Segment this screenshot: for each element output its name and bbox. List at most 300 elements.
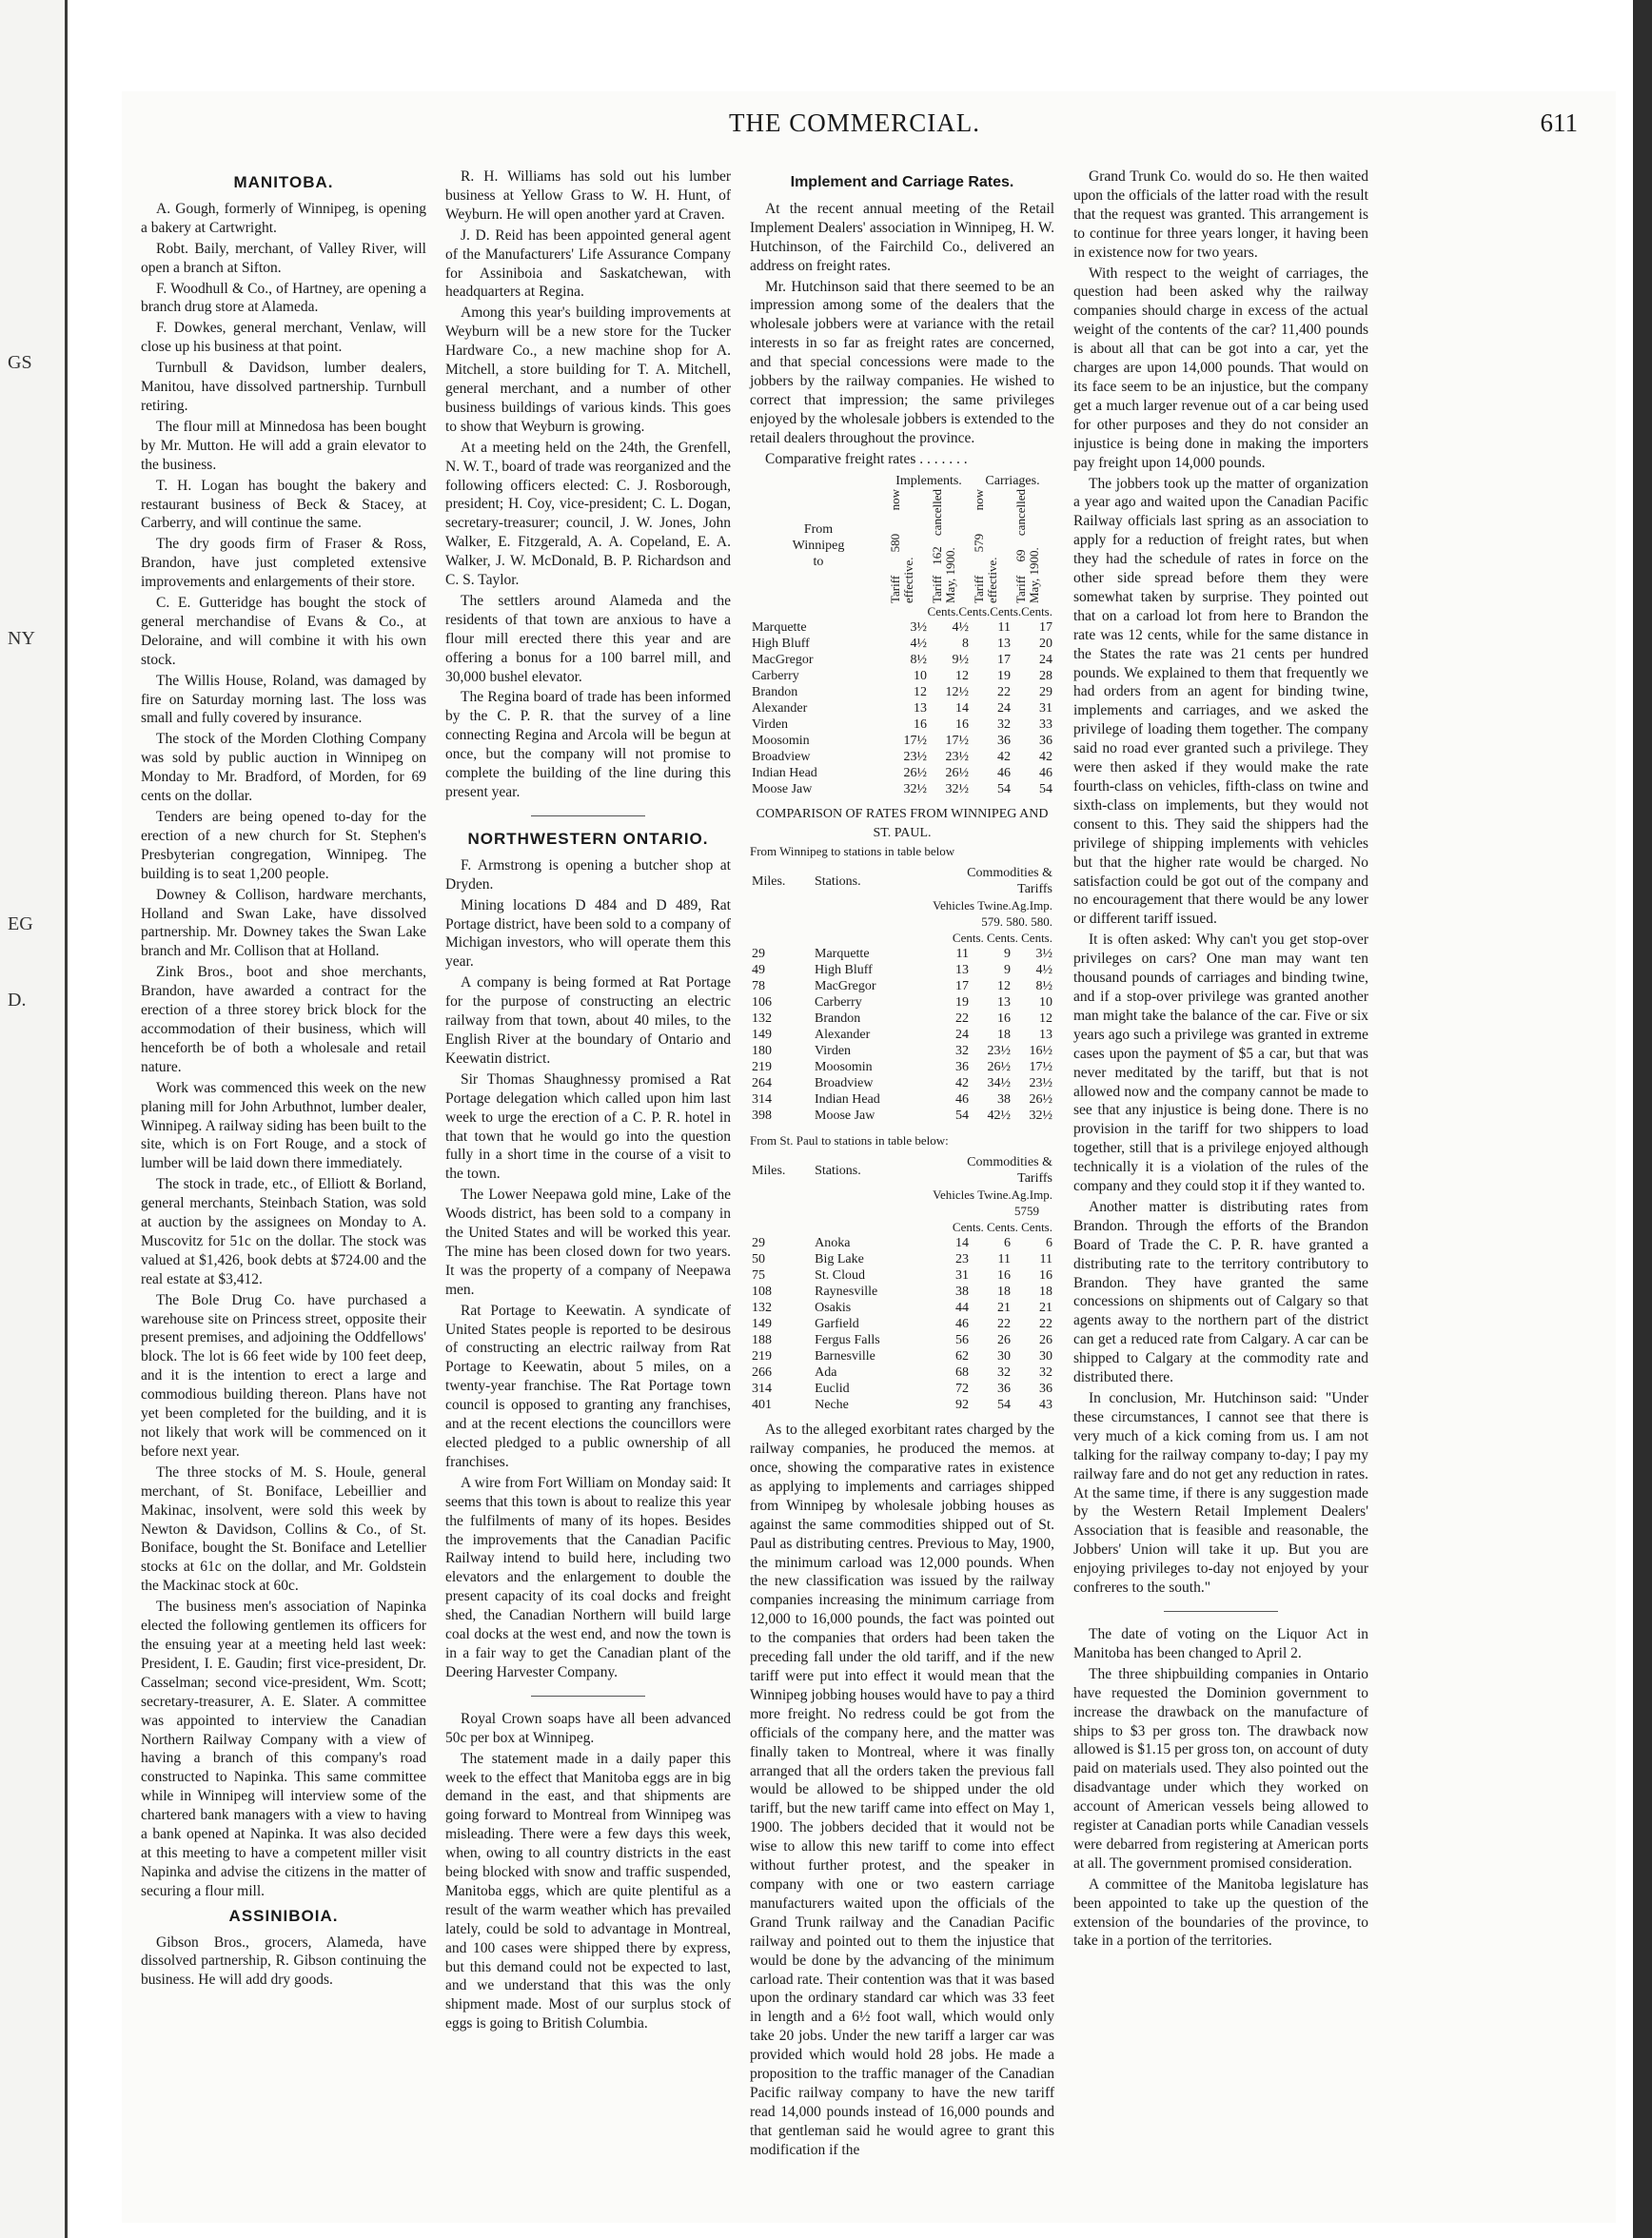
table-cell: 29	[752, 1236, 765, 1251]
table-cell: 17½	[945, 733, 969, 748]
table-cell: 9	[1004, 963, 1011, 978]
table-head-units: Cents. Cents. Cents.	[952, 931, 1052, 946]
page-number: 611	[1540, 108, 1578, 137]
table-cell: 22	[955, 1011, 969, 1027]
table-cell: 50	[752, 1252, 765, 1267]
paragraph: At a meeting held on the 24th, the Grenfell, N. W. T., board of trade was reorganized and the following officers elected: C. J. Rosborough, president; H. Coy, vice-president; C. L. Dogan, secretary-treasurer; council, J. W. Jones, John Walker, E. Fitzgerald, A. A. Copeland, E. A. Walker, J. W. McDonald, B. P. Richardson and C. S. Taylor.	[445, 439, 732, 589]
table-cell: Moosomin	[752, 733, 810, 748]
table-row	[750, 1332, 1054, 1348]
table-cell: 149	[752, 1317, 772, 1332]
table-cell: 9½	[952, 652, 969, 667]
table-cell: 219	[752, 1349, 772, 1364]
table-cell: 44	[955, 1301, 969, 1316]
table-cell: 32	[955, 1044, 969, 1059]
table-row	[750, 946, 1054, 962]
paragraph: Grand Trunk Co. would do so. He then waited upon the officials of the latter road with the result that the request was granted. This arrangement is to continue for three years longer, it having been in existence now for two years.	[1073, 168, 1368, 261]
table-cell: 6	[1046, 1236, 1052, 1251]
divider	[531, 815, 645, 816]
table-cell: 108	[752, 1285, 772, 1300]
table-cell: Marquette	[815, 947, 870, 962]
table-cell: 14	[955, 700, 969, 716]
table-cell: 33	[1039, 717, 1052, 732]
gutter-fragment: NY	[8, 628, 35, 649]
table-cell: 6	[1004, 1236, 1011, 1251]
table-cell: 16	[997, 1268, 1011, 1284]
column-3	[750, 167, 1054, 2162]
paragraph: Mr. Hutchinson said that there seemed to be an impression among some of the dealers that the wholesale jobbers were at variance with the retail interests in so far as freight rates are concerned, and that special concessions were made to the jobbers by the railway companies. He wished to correct that impression; the same privileges enjoyed by the wholesale jobbers is extended to the retail dealers throughout the province.	[750, 278, 1054, 446]
winnipeg-comparison-table	[750, 865, 1054, 1124]
table-cell: 314	[752, 1382, 772, 1397]
table-cell: 75	[752, 1268, 765, 1284]
table-cell: 21	[997, 1301, 1011, 1316]
table-cell: 72	[955, 1382, 969, 1397]
table-cell: Brandon	[815, 1011, 861, 1027]
table-row	[750, 1284, 1054, 1300]
table-row	[750, 1011, 1054, 1027]
table-cell: 22	[1039, 1317, 1052, 1332]
table-cell: 3½	[1035, 947, 1052, 962]
paragraph: Gibson Bros., grocers, Alameda, have dissolved partnership, R. Gibson continuing the business. He will add dry goods.	[141, 1934, 426, 1989]
table-cell: Euclid	[815, 1382, 850, 1397]
section-heading-northwestern-ontario: NORTHWESTERN ONTARIO.	[467, 829, 709, 848]
table-cell: 42	[1039, 749, 1052, 764]
table-head-vehicles: Vehicles Twine.Ag.Imp.	[933, 898, 1052, 913]
st-paul-comparison-table	[750, 1154, 1054, 1413]
paragraph: The stock of the Morden Clothing Company was sold by public auction in Winnipeg on Monday to Mr. Bradford, of Morden, for 69 cents on the dollar.	[141, 731, 426, 805]
paragraph: The Lower Neepawa gold mine, Lake of the Woods district, has been sold to a company in the United States and will be worked this year. The mine has been closed down for two years. It was the property of a company of Neepawa men.	[445, 1187, 731, 1298]
paragraph: Rat Portage to Keewatin. A syndicate of United States people is reported to be desirous of constructing an electric railway from Rat Portage to Keewatin, about 5 miles, on a twenty-year franchise. The Rat Portage town council is opposed to granting any franchises, and at the recent elections the councillors were elected pledged to a public ownership of all franchises.	[445, 1302, 731, 1470]
table-row	[750, 1251, 1054, 1267]
table-cell: Broadview	[752, 749, 811, 764]
table-cell: Barnesville	[815, 1349, 875, 1364]
table-row	[750, 619, 1054, 636]
table-cell: 26	[997, 1333, 1011, 1348]
table-row	[750, 1027, 1054, 1043]
paragraph: R. H. Williams has sold out his lumber business at Yellow Grass to W. H. Hunt, of Weyburn. He will open another yard at Craven.	[445, 168, 731, 223]
table-cell: 28	[1039, 668, 1052, 683]
table-head-units: Cents. Cents. Cents.	[952, 1220, 1052, 1235]
paragraph: Downey & Collison, hardware merchants, Holland and Swan Lake, have dissolved partnership. Mr. Downey takes the Swan Lake branch and Mr. Collison that at Holland.	[141, 886, 426, 960]
table-cell: MacGregor	[815, 979, 876, 994]
table-row	[750, 1348, 1054, 1364]
table-cell: 16	[997, 1011, 1011, 1027]
table-row	[750, 700, 1054, 717]
table-cell: 32½	[945, 781, 969, 796]
table-cell: 12	[997, 979, 1011, 994]
table-cell: 17	[955, 979, 969, 994]
article-heading-rates: Implement and Carriage Rates.	[790, 174, 1014, 190]
table-row	[750, 994, 1054, 1011]
table-cell: 132	[752, 1011, 772, 1027]
table-cell: Fergus Falls	[815, 1333, 880, 1348]
table-row	[750, 652, 1054, 668]
table-row	[750, 1091, 1054, 1108]
table-cell: 264	[752, 1076, 772, 1091]
section-heading-assiniboia: ASSINIBOIA.	[228, 1906, 339, 1925]
table-cell: 11	[997, 619, 1011, 635]
table-cell: Indian Head	[815, 1092, 880, 1108]
table-cell: 132	[752, 1301, 772, 1316]
gutter-fragment: GS	[8, 352, 32, 373]
table-head-commodities: Commodities & Tariffs	[967, 1155, 1052, 1187]
table-row	[750, 1300, 1054, 1316]
table3-intro: From St. Paul to stations in table below:	[750, 1133, 949, 1148]
table-cell: 18	[997, 1285, 1011, 1300]
paragraph: Mining locations D 484 and D 489, Rat Portage district, have been sold to a company of Michigan investors, who will operate them this year.	[445, 896, 731, 971]
table-cell: 12	[955, 668, 969, 683]
paragraph: The three shipbuilding companies in Ontario have requested the Dominion government to increase the drawback on the manufacture of ships to $3 per gross ton. The drawback now allowed is $1.15 per gross ton, on account of duty paid on materials used. They also pointed out the disadvantage under which they worked on account of American vessels being allowed to register at Canadian ports while Canadian vessels were debarred from registering at American ports at all. The government promised consideration.	[1073, 1665, 1368, 1872]
table-cell: 32	[1039, 1365, 1052, 1381]
table-row	[750, 717, 1054, 733]
table-cell: 9	[1004, 947, 1011, 962]
table-cell: 314	[752, 1092, 772, 1108]
table-row	[750, 765, 1054, 781]
table-cell: 11	[1039, 1252, 1052, 1267]
table-cell: 54	[997, 1398, 1011, 1413]
table-cell: 24	[1039, 652, 1052, 667]
paragraph: Comparative freight rates . . . . . . .	[765, 450, 968, 467]
table-cell: 18	[1039, 1285, 1052, 1300]
table-cell: 42	[955, 1076, 969, 1091]
table-cell: 106	[752, 995, 772, 1011]
paragraph: In conclusion, Mr. Hutchinson said: "Under these circumstances, I cannot see that there is very much of a kick coming from us. I am not talking for the railway company to-day; I pay my railway fare and do not get any reduction in rates. At the same time, if there is any suggestion made by the Western Retail Implement Dealers' Association that is feasible and reasonable, the Jobbers' Union will take it up. But you are enjoying privileges to-day not enjoyed by your confreres to the south."	[1073, 1390, 1368, 1597]
table-cell: 401	[752, 1398, 772, 1413]
table-cell: Moose Jaw	[815, 1109, 875, 1124]
table-cell: 12	[1039, 1011, 1052, 1027]
paragraph: The flour mill at Minnedosa has been bought by Mr. Mutton. He will add a grain elevator to the business.	[141, 418, 426, 473]
table-from-label: From	[803, 522, 834, 538]
table-cell: 17½	[1029, 1060, 1052, 1075]
table-cell: 54	[997, 781, 1011, 796]
paragraph: A committee of the Manitoba legislature has been appointed to take up the question of the extension of the boundaries of the province, to take in a portion of the territories.	[1073, 1875, 1368, 1950]
table-cell: MacGregor	[752, 652, 814, 667]
table-row	[750, 1381, 1054, 1397]
paragraph: F. Woodhull & Co., of Hartney, are opening a branch drug store at Alameda.	[141, 280, 426, 316]
paragraph: Zink Bros., boot and shoe merchants, Brandon, have awarded a contract for the erection of a three storey brick block for the accommodation of their business, which will henceforth be of both a wholesale and retail nature.	[141, 964, 426, 1075]
gutter-fragment: D.	[8, 990, 27, 1011]
paragraph: The three stocks of M. S. Houle, general merchant, of St. Boniface, Lebeillier and Makinac, insolvent, were sold this week by Newton & Davidson, Collins & Co., of St. Boniface, bought the St. Boniface and Letellier stocks at 61c on the dollar, and Mr. Goldstein the Mackinac stock at 60c.	[141, 1463, 426, 1595]
table-cell: High Bluff	[815, 963, 873, 978]
table-cell: 54	[955, 1109, 969, 1124]
masthead	[122, 108, 1616, 147]
table-cell: 23	[955, 1252, 969, 1267]
table-cell: 36	[997, 733, 1011, 748]
table-cell: 26½	[945, 765, 969, 780]
table-cell: 26½	[903, 765, 927, 780]
table-cell: Carberry	[815, 995, 862, 1011]
table-cell: Virden	[752, 717, 789, 732]
table-cell: Virden	[815, 1044, 852, 1059]
table-cell: 30	[997, 1349, 1011, 1364]
table-cell: 4½	[1035, 963, 1052, 978]
table-row	[750, 749, 1054, 765]
assiniboia-items	[141, 1934, 426, 1991]
rates-intro	[750, 200, 1054, 469]
table-row	[750, 668, 1054, 684]
paragraph: The Regina board of trade has been informed by the C. P. R. that the survey of a line connecting Regina and Arcola will be begun at once, but the company will not promise to complete the building of the line during this present year.	[445, 689, 731, 800]
page-edge	[1633, 0, 1652, 2238]
paragraph: The Bole Drug Co. have purchased a warehouse site on Princess street, opposite their present premises, and adjoining the Oddfellows' block. The lot is 66 feet wide by 100 feet deep, and it is the intention to erect a large and commodious building thereon. Plans have not yet been completed for the building, and it is not likely that work will be commenced on it before next year.	[141, 1291, 426, 1460]
paragraph: T. H. Logan has bought the bakery and restaurant business of Beck & Stacey, at Carberry, and will continue the same.	[141, 477, 426, 532]
table-cell: 10	[914, 668, 927, 683]
table-cell: 32½	[903, 781, 927, 796]
table-cell: 13	[997, 995, 1011, 1011]
column-2	[445, 167, 731, 2035]
column-4	[1073, 167, 1368, 1953]
table-cell: Moose Jaw	[752, 781, 813, 796]
rates-article-body	[750, 1421, 1054, 2159]
table-cell: 46	[955, 1092, 969, 1108]
table-cell: Alexander	[815, 1028, 871, 1043]
table-cell: 24	[955, 1028, 969, 1043]
table-cell: 12	[914, 684, 927, 699]
paragraph: The stock in trade, etc., of Elliott & Borland, general merchants, Steinbach Station, was sold at auction by the assignees on Monday to A. Muscovitz for 51c on the dollar. The stock was valued at $1,426, book debts at $724.00 and the real estate at $3,412.	[141, 1176, 426, 1287]
table-cell: 42	[997, 749, 1011, 764]
table-row	[750, 1059, 1054, 1075]
table-row	[750, 1397, 1054, 1413]
table-cell: 30	[1039, 1349, 1052, 1364]
table-cell: Anoka	[815, 1236, 851, 1251]
st-paul-table-body	[750, 1235, 1054, 1413]
rates-table-body	[750, 619, 1054, 797]
table-units: Cents.Cents.Cents.Cents.	[927, 603, 1052, 618]
paragraph: The date of voting on the Liquor Act in Manitoba has been changed to April 2.	[1073, 1625, 1368, 1661]
table-row	[750, 1235, 1054, 1251]
left-gutter	[0, 0, 68, 2238]
paragraph: Among this year's building improvements at Weyburn will be a new store for the Tucker Hardware Co., a new machine shop for A. Mitchell, a store building for T. A. Mitchell, general merchant, and a number of other business buildings of various kinds. This goes to show that Weyburn is growing.	[445, 304, 731, 435]
paragraph: J. D. Reid has been appointed general agent of the Manufacturers' Life Assurance Company for Assiniboia and Saskatchewan, with headquarters at Regina.	[445, 226, 731, 301]
table-cell: 36	[1039, 1382, 1052, 1397]
table-cell: Moosomin	[815, 1060, 873, 1075]
paragraph: F. Armstrong is opening a butcher shop at Dryden.	[445, 856, 731, 893]
table-cell: 11	[997, 1252, 1011, 1267]
winnipeg-table-body	[750, 946, 1054, 1124]
table-cell: 36	[1039, 733, 1052, 748]
table-cell: Osakis	[815, 1301, 852, 1316]
table-row	[750, 781, 1054, 797]
table-cell: 23½	[987, 1044, 1011, 1059]
table-cell: 17½	[903, 733, 927, 748]
table-cell: 43	[1039, 1398, 1052, 1413]
table-cell: 16	[955, 717, 969, 732]
manitoba-items	[141, 200, 426, 1901]
table-cell: 398	[752, 1109, 772, 1124]
table-group-implements: Implements.	[895, 473, 962, 488]
table-cell: 8	[962, 636, 969, 651]
table-cell: 4½	[952, 619, 969, 635]
table-cell: Alexander	[752, 700, 808, 716]
table-cell: 36	[955, 1060, 969, 1075]
table-row	[750, 978, 1054, 994]
table-cell: Raynesville	[815, 1285, 878, 1300]
table-cell: 12½	[945, 684, 969, 699]
table-cell: 19	[955, 995, 969, 1011]
paragraph: Work was commenced this week on the new planing mill for John Arbuthnot, lumber dealer, Winnipeg. A railway siding has been built to the site, which is on Fort Rouge, and a stock of lumber will be laid down there immediately.	[141, 1079, 426, 1172]
table-cell: Indian Head	[752, 765, 817, 780]
table-cell: 149	[752, 1028, 772, 1043]
table-to-label: to	[813, 555, 824, 570]
table-cell: 14	[955, 1236, 969, 1251]
table-cell: Brandon	[752, 684, 798, 699]
table-row	[750, 684, 1054, 700]
table-row	[750, 733, 1054, 749]
table-cell: 8½	[1035, 979, 1052, 994]
paragraph: Royal Crown soaps have all been advanced 50c per box at Winnipeg.	[445, 1710, 731, 1746]
paragraph: A wire from Fort William on Monday said: It seems that this town is about to realize this year the fulfilments of many of its hopes. Besides the improvements that the Canadian Pacific Railway intend to build here, including two elevators and the enlargement to double the present capacity of its coal docks and freight shed, the Canadian Northern will build large coal docks at the west end, and now the town is in a fair way to get the Canadian plant of the Deering Harvester Company.	[445, 1474, 731, 1680]
tariff-col-header: Tariff 580 now effective.	[888, 488, 915, 603]
newspaper-page	[122, 91, 1616, 2223]
table-head-vehicles: Vehicles Twine.Ag.Imp.	[933, 1188, 1052, 1203]
paragraph: With respect to the weight of carriages, the question had been asked why the railway companies should charge in excess of the actual weight of the contents of the car? 11,400 pounds is about all that can be got into a car, yet the charges are upon 14,000 pounds. That would on its face seem to be an injustice, but the company get a much larger revenue out of a car being used for other purposes and they do not consider an injustice is being done in making the importers pay freight upon 14,000 pounds.	[1073, 265, 1368, 471]
table-cell: 21	[1039, 1301, 1052, 1316]
table-cell: 4½	[910, 636, 927, 651]
table-cell: 16½	[1029, 1044, 1052, 1059]
table-cell: 10	[1039, 995, 1052, 1011]
table-head-miles: Miles.	[752, 874, 786, 889]
paragraph: A company is being formed at Rat Portage for the purpose of constructing an electric railway from that town, about 40 miles, to the English River at the boundary of Ontario and Keewatin district.	[445, 974, 731, 1067]
table-cell: 16	[914, 717, 927, 732]
table-cell: 16	[1039, 1268, 1052, 1284]
column-1	[141, 167, 426, 1992]
table-row	[750, 1364, 1054, 1381]
table-cell: 32½	[1029, 1109, 1052, 1124]
paragraph: The statement made in a daily paper this week to the effect that Manitoba eggs are in big demand in the east, and that shipments are going forward to Montreal from Winnipeg was misleading. There were a few days this week, when, owing to all country districts in the east being blocked with snow and traffic suspended, Manitoba eggs, which are quite plentiful as a result of the warm weather which has prevailed lately, could be sold to advantage in Montreal, and 100 cases were shipped there by express, but this demand could not be expected to last, and we understand that this was the only shipment made. Most of our surplus stock of eggs is going to British Columbia.	[445, 1750, 731, 2032]
paragraph: It is often asked: Why can't you get stop-over privileges on cars? One man may want ten thousand pounds of carriages and binding twine, and if a stop-over privilege was granted another man might take the balance of the car. Five or six years ago such a privilege was granted in extreme cases upon the payment of $5 a car, but that was never meditated by the tariff, but that is not allowed now and the company cannot be made to see that any injustice is being done. There is no provision in the tariff for two shippers to load together, still that is a privilege enjoyed although technically it is a violation of the rules of the company and they could stop it if they wanted to.	[1073, 932, 1368, 1195]
table-winnipeg-label: Winnipeg	[792, 539, 845, 554]
table-cell: 46	[955, 1317, 969, 1332]
table-cell: 188	[752, 1333, 772, 1348]
paragraph: F. Dowkes, general merchant, Venlaw, will close up his business at that point.	[141, 320, 426, 356]
table-cell: 13	[997, 636, 1011, 651]
paragraph: Sir Thomas Shaughnessy promised a Rat Portage delegation which called upon him last week to urge the erection of a C. P. R. hotel in that town that he would go into the question fully in a short time in the course of a visit to the town.	[445, 1070, 731, 1183]
table-row	[750, 1316, 1054, 1332]
table-head-commodities: Commodities & Tariffs	[967, 866, 1052, 897]
paragraph: C. E. Gutteridge has bought the stock of general merchandise of Evans & Co., at Deloraine, and will combine it with his own stock.	[141, 595, 426, 668]
table-cell: 62	[955, 1349, 969, 1364]
table-cell: 31	[955, 1268, 969, 1284]
table-row	[750, 1043, 1054, 1059]
paragraph: The settlers around Alameda and the residents of that town are anxious to have a flour mill erected there this year and are offering a bonus for a 100 barrel mill, and 30,000 bushel elevator.	[445, 592, 731, 685]
table-cell: St. Cloud	[815, 1268, 866, 1284]
comparison-title: COMPARISON OF RATES FROM WINNIPEG AND ST. PAUL.	[756, 806, 1049, 840]
paragraph: As to the alleged exorbitant rates charged by the railway companies, he produced the memos. at once, showing the comparative rates in existence as applying to implements and carriages shipped from Winnipeg by wholesale jobbing houses as against the same commodities shipped out of St. Paul as distributing centres. Previous to May, 1900, the minimum carload was 12,000 pounds. When the new classification was issued by the railway companies increasing the minimum carriage from 12,000 to 16,000 pounds, the fact was pointed out to the companies that orders had been taken the preceding fall under the old tariff, and if the new tariff were put into effect it would mean that the Winnipeg jobbing houses would have to pay a third more freight. No redress could be got from the officials of the company here, and the matter was finally taken to Montreal, where it was finally arranged that all the orders taken the previous fall would be allowed to be shipped under the old tariff, but the new tariff came into effect on May 1, 1900. The jobbers decided that it would not be wise to allow this new tariff to come into effect without further protest, and the speaker in company with one or two eastern carriage manufacturers waited upon the officials of the Grand Trunk railway and the Canadian Pacific railway and pointed out to them the injustice that would be done by the advancing of the minimum carload rate. Their contention was that it was based upon the ordinary standard car which was 33 feet in length and a 6½ foot wall, which would only take 20 jobs. Under the new tariff a larger car was provided which would hold 28 jobs. He made a proposition to the traffic manager of the Canadian Pacific railway company to have the new tariff read 14,000 pounds instead of 16,000 pounds and that gentleman said he would agree to grant this modification if the	[750, 1422, 1054, 2158]
tariff-col-header: Tariff 162 cancelled May, 1900.	[930, 488, 957, 603]
table-cell: 34½	[987, 1076, 1011, 1091]
tariff-col-header: Tariff 69 cancelled May, 1900.	[1013, 488, 1041, 603]
table-group-carriages: Carriages.	[985, 473, 1040, 488]
table-cell: Marquette	[752, 619, 807, 635]
paragraph: The jobbers took up the matter of organization a year ago and waited upon the Canadian Pacific Railway officials last spring as an association to apply for a reduction of freight rates, but when they had the schedule of rates in force on the other side spread before them they were somewhat taken by surprise. They pointed out that on a carload lot from here to Brandon the rate was 12 cents, while for the same distance in the States the rate was 21 cents per hundred pounds. We explained to them that frequently we had orders from an agent for binding twine, implements and carriages, and we asked the privilege of loading them together. The company said no road ever granted such a privilege. They were then asked if they would make the rate fourth-class on vehicles, fifth-class on twine and sixth-class on implements, but they would not consent to this. They said the shippers had the privilege of shipping implements with vehicles but that the higher rate would be charged. No satisfaction could be got out of the company and no encouragement that there would be any lower or different tariff issued.	[1073, 475, 1368, 928]
ontario-items	[445, 856, 731, 1682]
table-cell: 92	[955, 1398, 969, 1413]
table-row	[750, 636, 1054, 652]
rates-table-implements-carriages	[750, 473, 1054, 797]
table-cell: Big Lake	[815, 1252, 864, 1267]
table-cell: 56	[955, 1333, 969, 1348]
table-cell: 31	[1039, 700, 1052, 716]
table-cell: 13	[1039, 1028, 1052, 1043]
table-cell: 17	[997, 652, 1011, 667]
table-row	[750, 1108, 1054, 1124]
table-cell: Neche	[815, 1398, 849, 1413]
table-cell: 38	[955, 1285, 969, 1300]
table-cell: 24	[997, 700, 1011, 716]
table-cell: 42½	[987, 1109, 1011, 1124]
table-cell: 46	[1039, 765, 1052, 780]
divider	[531, 1696, 645, 1697]
table-cell: 32	[997, 1365, 1011, 1381]
table-cell: Ada	[815, 1365, 837, 1381]
divider	[1164, 1611, 1278, 1612]
table-cell: 8½	[910, 652, 927, 667]
table-cell: 23½	[903, 749, 927, 764]
table-cell: 32	[997, 717, 1011, 732]
table-cell: 22	[997, 1317, 1011, 1332]
tariff-col-header: Tariff 579 now effective.	[972, 488, 999, 603]
table-cell: 219	[752, 1060, 772, 1075]
table-cell: 38	[997, 1092, 1011, 1108]
table-head-stations: Stations.	[815, 1163, 861, 1178]
table-cell: 29	[1039, 684, 1052, 699]
table-head-tariff: 5759	[1014, 1204, 1039, 1219]
table-cell: 23½	[1029, 1076, 1052, 1091]
table-cell: 11	[955, 947, 969, 962]
table-cell: 19	[997, 668, 1011, 683]
paragraph: At the recent annual meeting of the Retail Implement Dealers' association in Winnipeg, H. W. Hutchinson, of the Fairchild Co., delivered an address on freight rates.	[750, 200, 1054, 274]
table-cell: 180	[752, 1044, 772, 1059]
table-cell: 26½	[987, 1060, 1011, 1075]
table-cell: 20	[1039, 636, 1052, 651]
table-row	[750, 1267, 1054, 1284]
paragraph: A. Gough, formerly of Winnipeg, is opening a bakery at Cartwright.	[141, 200, 426, 236]
table-cell: High Bluff	[752, 636, 810, 651]
table-cell: 13	[914, 700, 927, 716]
table-cell: 49	[752, 963, 765, 978]
gutter-fragment: EG	[8, 913, 33, 934]
territories-items	[445, 167, 731, 802]
table-row	[750, 1075, 1054, 1091]
table-cell: 54	[1039, 781, 1052, 796]
table-cell: 23½	[945, 749, 969, 764]
misc-items	[445, 1710, 731, 2033]
table-row	[750, 962, 1054, 978]
paragraph: The dry goods firm of Fraser & Ross, Brandon, have just completed extensive improvements and enlargements of their store.	[141, 536, 426, 591]
paragraph: The business men's association of Napinka elected the following gentlemen its officers for the ensuing year at a meeting held last week: President, I. E. Gaudin; first vice-president, Dr. Casselman; second vice-president, Wm. Scott; secretary-treasurer, A. E. Slater. A committee was appointed to interview the Canadian Northern Railway Company with a view of having a branch of this company's road constructed to Napinka. This same committee while in Winnipeg will interview some of the chartered bank managers with a view to having a bank opened at Napinka. It was also decided at this meeting to have a competent miller visit Napinka and advise the citizens in the matter of securing a flour mill.	[141, 1599, 426, 1899]
news-briefs	[1073, 1625, 1368, 1951]
table-head-stations: Stations.	[815, 874, 861, 889]
table-cell: 26½	[1029, 1092, 1052, 1108]
table-cell: 26	[1039, 1333, 1052, 1348]
table-cell: 266	[752, 1365, 772, 1381]
section-heading-manitoba: MANITOBA.	[233, 173, 334, 191]
table-cell: Carberry	[752, 668, 799, 683]
table-cell: 17	[1039, 619, 1052, 635]
paragraph: The Willis House, Roland, was damaged by fire on Saturday morning last. The loss was small and fully covered by insurance.	[141, 672, 426, 727]
table-cell: 29	[752, 947, 765, 962]
table-cell: 46	[997, 765, 1011, 780]
paragraph: Another matter is distributing rates from Brandon. Through the efforts of the Brandon Board of Trade the C. P. R. have granted a distributing rate to the territory contributory to Brandon. They have granted the same concessions on shipments out of Calgary so that agents away to the northern part of the district can get a reduced rate from Calgary. A car can be shipped to Calgary at the commodity rate and distributed there.	[1073, 1198, 1368, 1386]
table-cell: 22	[997, 684, 1011, 699]
table-head-tariffs: 579. 580. 580.	[981, 914, 1052, 930]
table-cell: Broadview	[815, 1076, 874, 1091]
table-cell: Garfield	[815, 1317, 859, 1332]
paragraph: Turnbull & Davidson, lumber dealers, Manitou, have dissolved partnership. Turnbull retiring.	[141, 360, 426, 414]
table-cell: 18	[997, 1028, 1011, 1043]
page-title: THE COMMERCIAL.	[729, 108, 980, 137]
paragraph: Tenders are being opened to-day for the erection of a new church for St. Stephen's Presbyterian congregation, Winnipeg. The building is to seat 1,200 people.	[141, 809, 426, 882]
table-head-miles: Miles.	[752, 1163, 786, 1178]
table-cell: 3½	[910, 619, 927, 635]
